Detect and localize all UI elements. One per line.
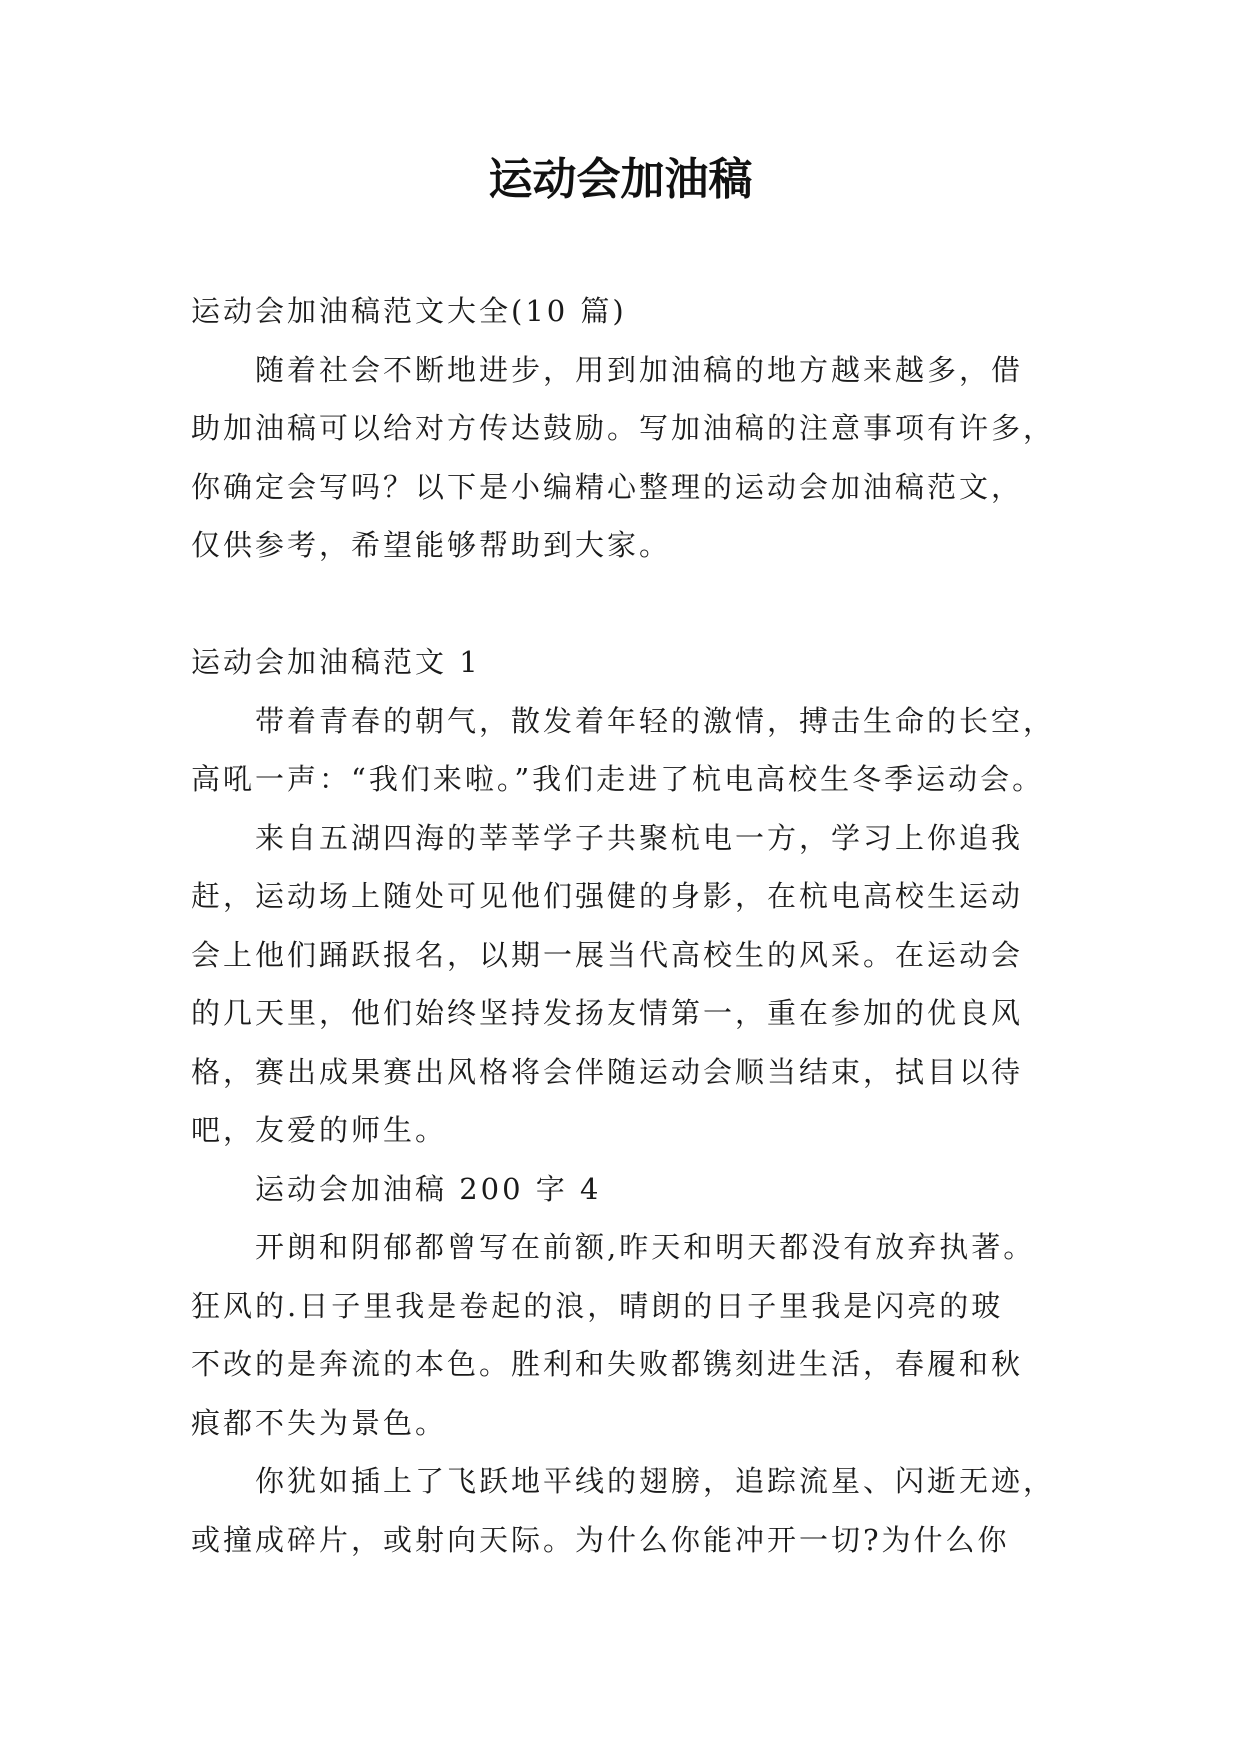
document-title: 运动会加油稿 bbox=[488, 154, 753, 205]
paragraph-line: 带着青春的朝气，散发着年轻的激情，搏击生命的长空， bbox=[255, 703, 1056, 738]
paragraph-line: 狂风的.日子里我是卷起的浪，晴朗的日子里我是闪亮的玻 bbox=[191, 1288, 1004, 1323]
paragraph-line: 会上他们踊跃报名，以期一展当代高校生的风采。在运动会 bbox=[191, 937, 1024, 972]
section-heading: 运动会加油稿 200 字 4 bbox=[255, 1171, 602, 1206]
paragraph-line: 你确定会写吗？以下是小编精心整理的运动会加油稿范文， bbox=[191, 469, 1024, 504]
paragraph-line: 格，赛出成果赛出风格将会伴随运动会顺当结束，拭目以待 bbox=[191, 1054, 1024, 1089]
paragraph-line: 痕都不失为景色。 bbox=[191, 1405, 448, 1440]
paragraph-line: 赶，运动场上随处可见他们强健的身影，在杭电高校生运动 bbox=[191, 879, 1024, 913]
paragraph-line: 不改的是奔流的本色。胜利和失败都镌刻进生活，春履和秋 bbox=[191, 1347, 1024, 1381]
document-body bbox=[191, 282, 1056, 1569]
section-heading: 运动会加油稿范文 1 bbox=[191, 645, 481, 679]
paragraph-line: 开朗和阴郁都曾写在前额,昨天和明天都没有放弃执著。 bbox=[255, 1230, 1036, 1264]
paragraph-line: 仅供参考，希望能够帮助到大家。 bbox=[191, 528, 672, 562]
paragraph-line: 高吼一声：“我们来啦。”我们走进了杭电高校生冬季运动会。 bbox=[191, 762, 1045, 796]
paragraph-line: 你犹如插上了飞跃地平线的翅膀，追踪流星、闪逝无迹， bbox=[255, 1464, 1056, 1498]
intro-heading: 运动会加油稿范文大全(10 篇) bbox=[191, 294, 627, 328]
paragraph-line: 随着社会不断地进步，用到加油稿的地方越来越多，借 bbox=[255, 352, 1024, 387]
paragraph-line: 助加油稿可以给对方传达鼓励。写加油稿的注意事项有许多， bbox=[191, 411, 1056, 445]
blank-line bbox=[191, 575, 1051, 634]
paragraph-line: 吧，友爱的师生。 bbox=[191, 1113, 448, 1147]
paragraph-line: 的几天里，他们始终坚持发扬友情第一，重在参加的优良风 bbox=[191, 996, 1024, 1030]
paragraph-line: 或撞成碎片，或射向天际。为什么你能冲开一切?为什么你 bbox=[191, 1522, 1010, 1557]
paragraph-line: 来自五湖四海的莘莘学子共聚杭电一方，学习上你追我 bbox=[255, 820, 1024, 855]
